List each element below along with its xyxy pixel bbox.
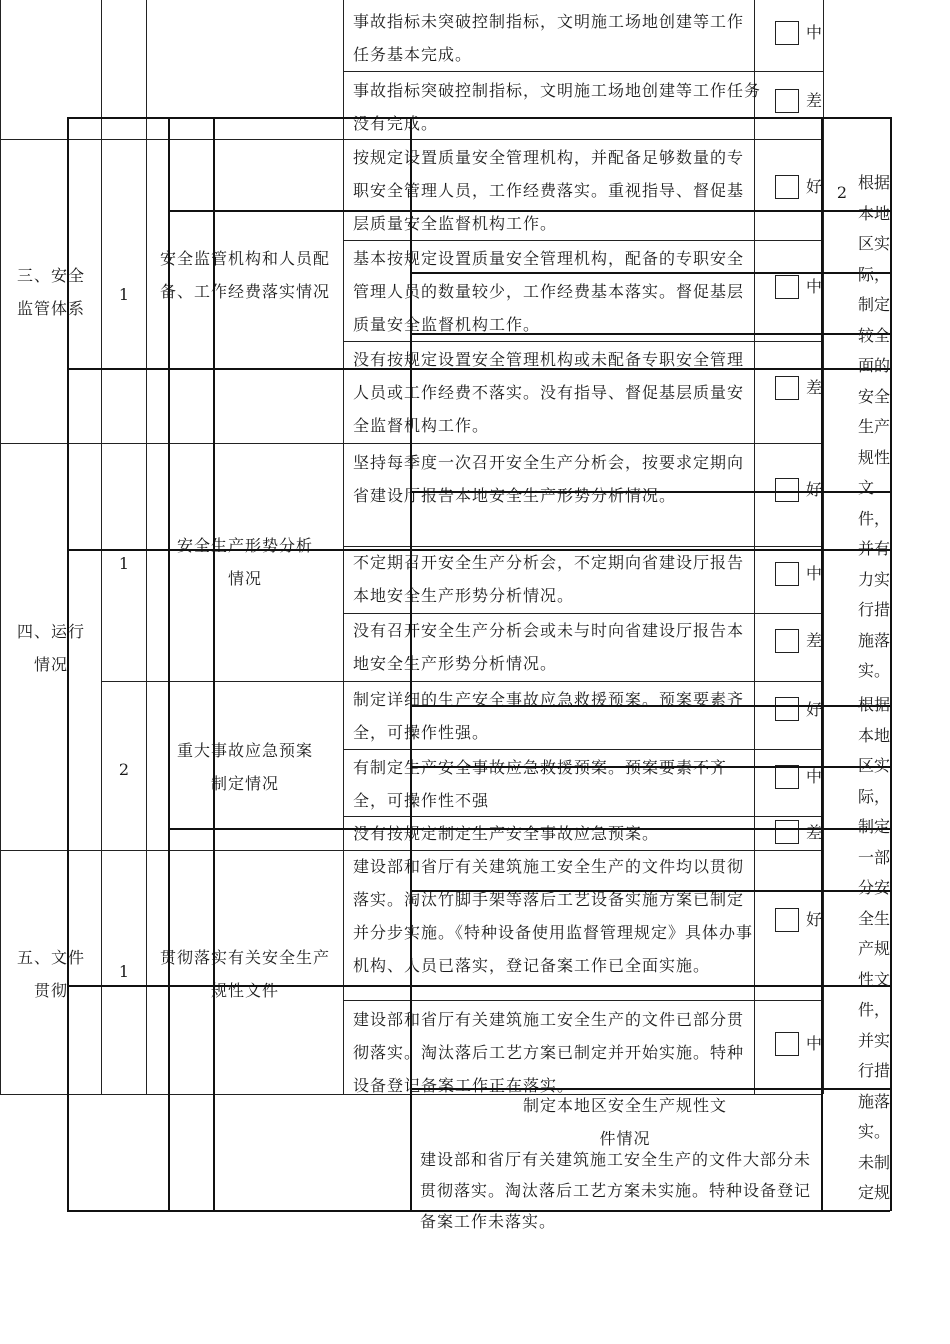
overlay-line [410,333,890,335]
criteria-text: 基本按规定设置质量安全管理机构，配备的专职安全管理人员的数量较少，工作经费基本落实。督促基层质量安全监督机构工作。 [353,249,745,334]
overlay-line [410,890,890,892]
grade-label: 差 [806,378,823,397]
grade-label: 中 [806,23,823,42]
overlay-item-number: 2 [836,183,848,202]
checkbox[interactable] [775,21,799,45]
checkbox[interactable] [775,1032,799,1056]
item-title: 重大事故应急预案制定情况 [176,741,313,793]
criteria-text: 不定期召开安全生产分析会，不定期向省建设厅报告本地安全生产形势分析情况。 [353,553,745,605]
overlay-line [213,117,215,1211]
criteria-text: 坚持每季度一次召开安全生产分析会，按要求定期向省建设厅报告本地安全生产形势分析情况。 [353,453,745,505]
overlay-line [168,117,170,1211]
item-number: 1 [118,962,130,981]
criteria-text: 按规定设置质量安全管理机构，并配备足够数量的专职安全管理人员，工作经费落实。重视指导、督促基层质量安全监督机构工作。 [353,148,745,233]
checkbox[interactable] [775,376,799,400]
grade-label: 差 [806,823,823,842]
grade-label: 好 [806,177,823,196]
table-line [343,1000,823,1001]
criteria-text: 有制定生产安全事故应急救援预案。预案要素不齐全，可操作性不强 [353,758,728,810]
table-line [343,341,823,342]
criteria-text: 没有召开安全生产分析会或未与时向省建设厅报告本地安全生产形势分析情况。 [353,621,745,673]
checkbox[interactable] [775,697,799,721]
criteria-text: 没有按规定设置安全管理机构或未配备专职安全管理人员或工作经费不落实。没有指导、督促基层质量安全监督机构工作。 [353,350,745,435]
grade-label: 差 [806,631,823,650]
overlay-line [168,210,890,212]
overlay-line [168,828,890,830]
item-title: 安全监管机构和人员配备、工作经费落实情况 [159,249,330,301]
grade-label: 好 [806,480,823,499]
overlay-line [67,117,890,119]
checkbox[interactable] [775,89,799,113]
criteria-text: 建设部和省厅有关建筑施工安全生产的文件均以贯彻落实。淘汰竹脚手架等落后工艺设备实施方案已制定并分步实施。《特种设备使用监督管理规定》具体办事机构、人员已落实，登记备案工作已全面实施。 [353,857,754,975]
checkbox[interactable] [775,275,799,299]
grade-label: 中 [806,277,823,296]
checkbox[interactable] [775,908,799,932]
table-line [101,0,102,1094]
overlay-line [67,549,890,551]
section-label: 四、运行情况 [16,622,85,674]
table-line [343,240,823,241]
checkbox[interactable] [775,478,799,502]
overlay-line [410,766,890,768]
overlay-line [410,117,412,1211]
criteria-text: 建设部和省厅有关建筑施工安全生产的文件已部分贯彻落实。淘汰落后工艺方案已制定并开始实施。特种设备登记备案工作正在落实。 [353,1010,745,1095]
grade-label: 好 [806,700,823,719]
item-number: 1 [118,554,130,573]
overlay-note: 根据本地区实际，制定较全面的安全生产规性文件，并有力实行措施落实。 [858,173,891,680]
table-line [343,749,823,750]
item-title: 贯彻落实有关安全生产规性文件 [159,948,330,1000]
overlay-line [67,117,69,1211]
table-line [343,71,823,72]
overlay-note: 根据本地区实际，制定一部分安全生产规性文件，并实行措施落实。未制定规 [858,695,891,1202]
checkbox[interactable] [775,765,799,789]
overlay-criteria-text: 建设部和省厅有关建筑施工安全生产的文件大部分未贯彻落实。淘汰落后工艺方案未实施。特种设备登记备案工作未落实。 [420,1150,812,1231]
criteria-text: 事故指标未突破控制指标，文明施工场地创建等工作任务基本完成。 [353,12,745,64]
criteria-text: 没有按规定制定生产安全事故应急预案。 [353,824,660,843]
checkbox[interactable] [775,629,799,653]
criteria-text: 制定详细的生产安全事故应急救援预案。预案要素齐全，可操作性强。 [353,690,745,742]
grade-label: 差 [806,91,823,110]
grade-label: 好 [806,910,823,929]
item-number: 1 [118,285,130,304]
grade-label: 中 [806,1034,823,1053]
section-label: 三、安全监管体系 [16,266,85,318]
checkbox[interactable] [775,175,799,199]
overlay-line [410,272,890,274]
item-number: 2 [118,760,130,779]
table-line [101,681,823,682]
table-border-left [0,0,1,1094]
overlay-line [67,368,890,370]
criteria-text: 事故指标突破控制指标，文明施工场地创建等工作任务没有完成。 [353,81,762,133]
grade-label: 中 [806,767,823,786]
grade-label: 中 [806,564,823,583]
overlay-item-title: 制定本地区安全生产规性文件情况 [522,1096,727,1148]
overlay-line [410,705,890,707]
table-border-right [823,0,824,1094]
section-label: 五、文件贯彻 [16,948,85,1000]
table-line [146,0,147,1094]
item-title: 安全生产形势分析情况 [176,536,313,588]
checkbox[interactable] [775,820,799,844]
table-line [754,0,755,1094]
overlay-line [67,985,890,987]
checkbox[interactable] [775,562,799,586]
overlay-line [410,491,890,493]
overlay-line [821,117,823,1211]
table-line [343,0,344,1094]
